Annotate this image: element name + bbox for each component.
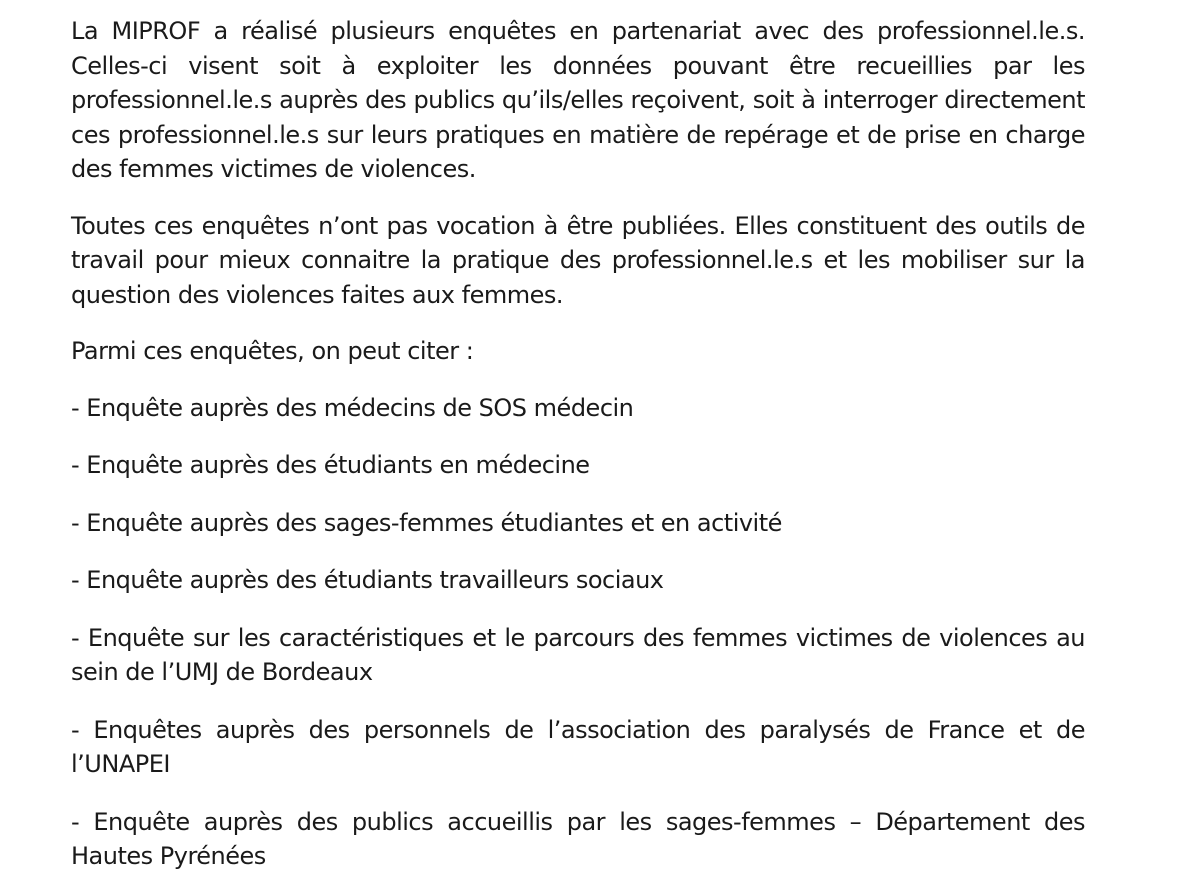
purpose-paragraph: Toutes ces enquêtes n’ont pas vocation à être publiées. Elles constituent des outils de travail pour mieux connaitre la pratique des professionnel.le.s et les mobiliser sur la question des violences faites aux femmes. xyxy=(71,211,1085,309)
list-item: - Enquêtes auprès des personnels de l’association des paralysés de France et de l’UNAPEI xyxy=(71,715,1085,778)
list-lead: Parmi ces enquêtes, on peut citer : xyxy=(71,337,474,365)
list-item: - Enquête auprès des étudiants travailleurs sociaux xyxy=(71,566,664,594)
list-item: - Enquête auprès des étudiants en médecine xyxy=(71,451,590,479)
list-item: - Enquête auprès des sages-femmes étudiantes et en activité xyxy=(71,508,782,537)
list-item: - Enquête sur les caractéristiques et le parcours des femmes victimes de violences au sein de l’UMJ de Bordeaux xyxy=(71,623,1085,686)
intro-paragraph: La MIPROF a réalisé plusieurs enquêtes en partenariat avec des professionnel.le.s. Celles-ci visent soit à exploiter les données pouvant être recueillies par les professionnel.le.s auprès des publics qu’ils/elles reçoivent, soit à interroger directement ces professionnel.le.s sur leurs pratiques en matière de repérage et de prise en charge des femmes victimes de violences. xyxy=(71,17,1085,183)
list-item: - Enquête auprès des médecins de SOS médecin xyxy=(71,393,634,422)
survey-list xyxy=(71,391,1085,874)
document-body xyxy=(71,14,1085,874)
list-item: - Enquête auprès des publics accueillis par les sages-femmes – Département des Hautes Pyrénées xyxy=(71,807,1085,870)
